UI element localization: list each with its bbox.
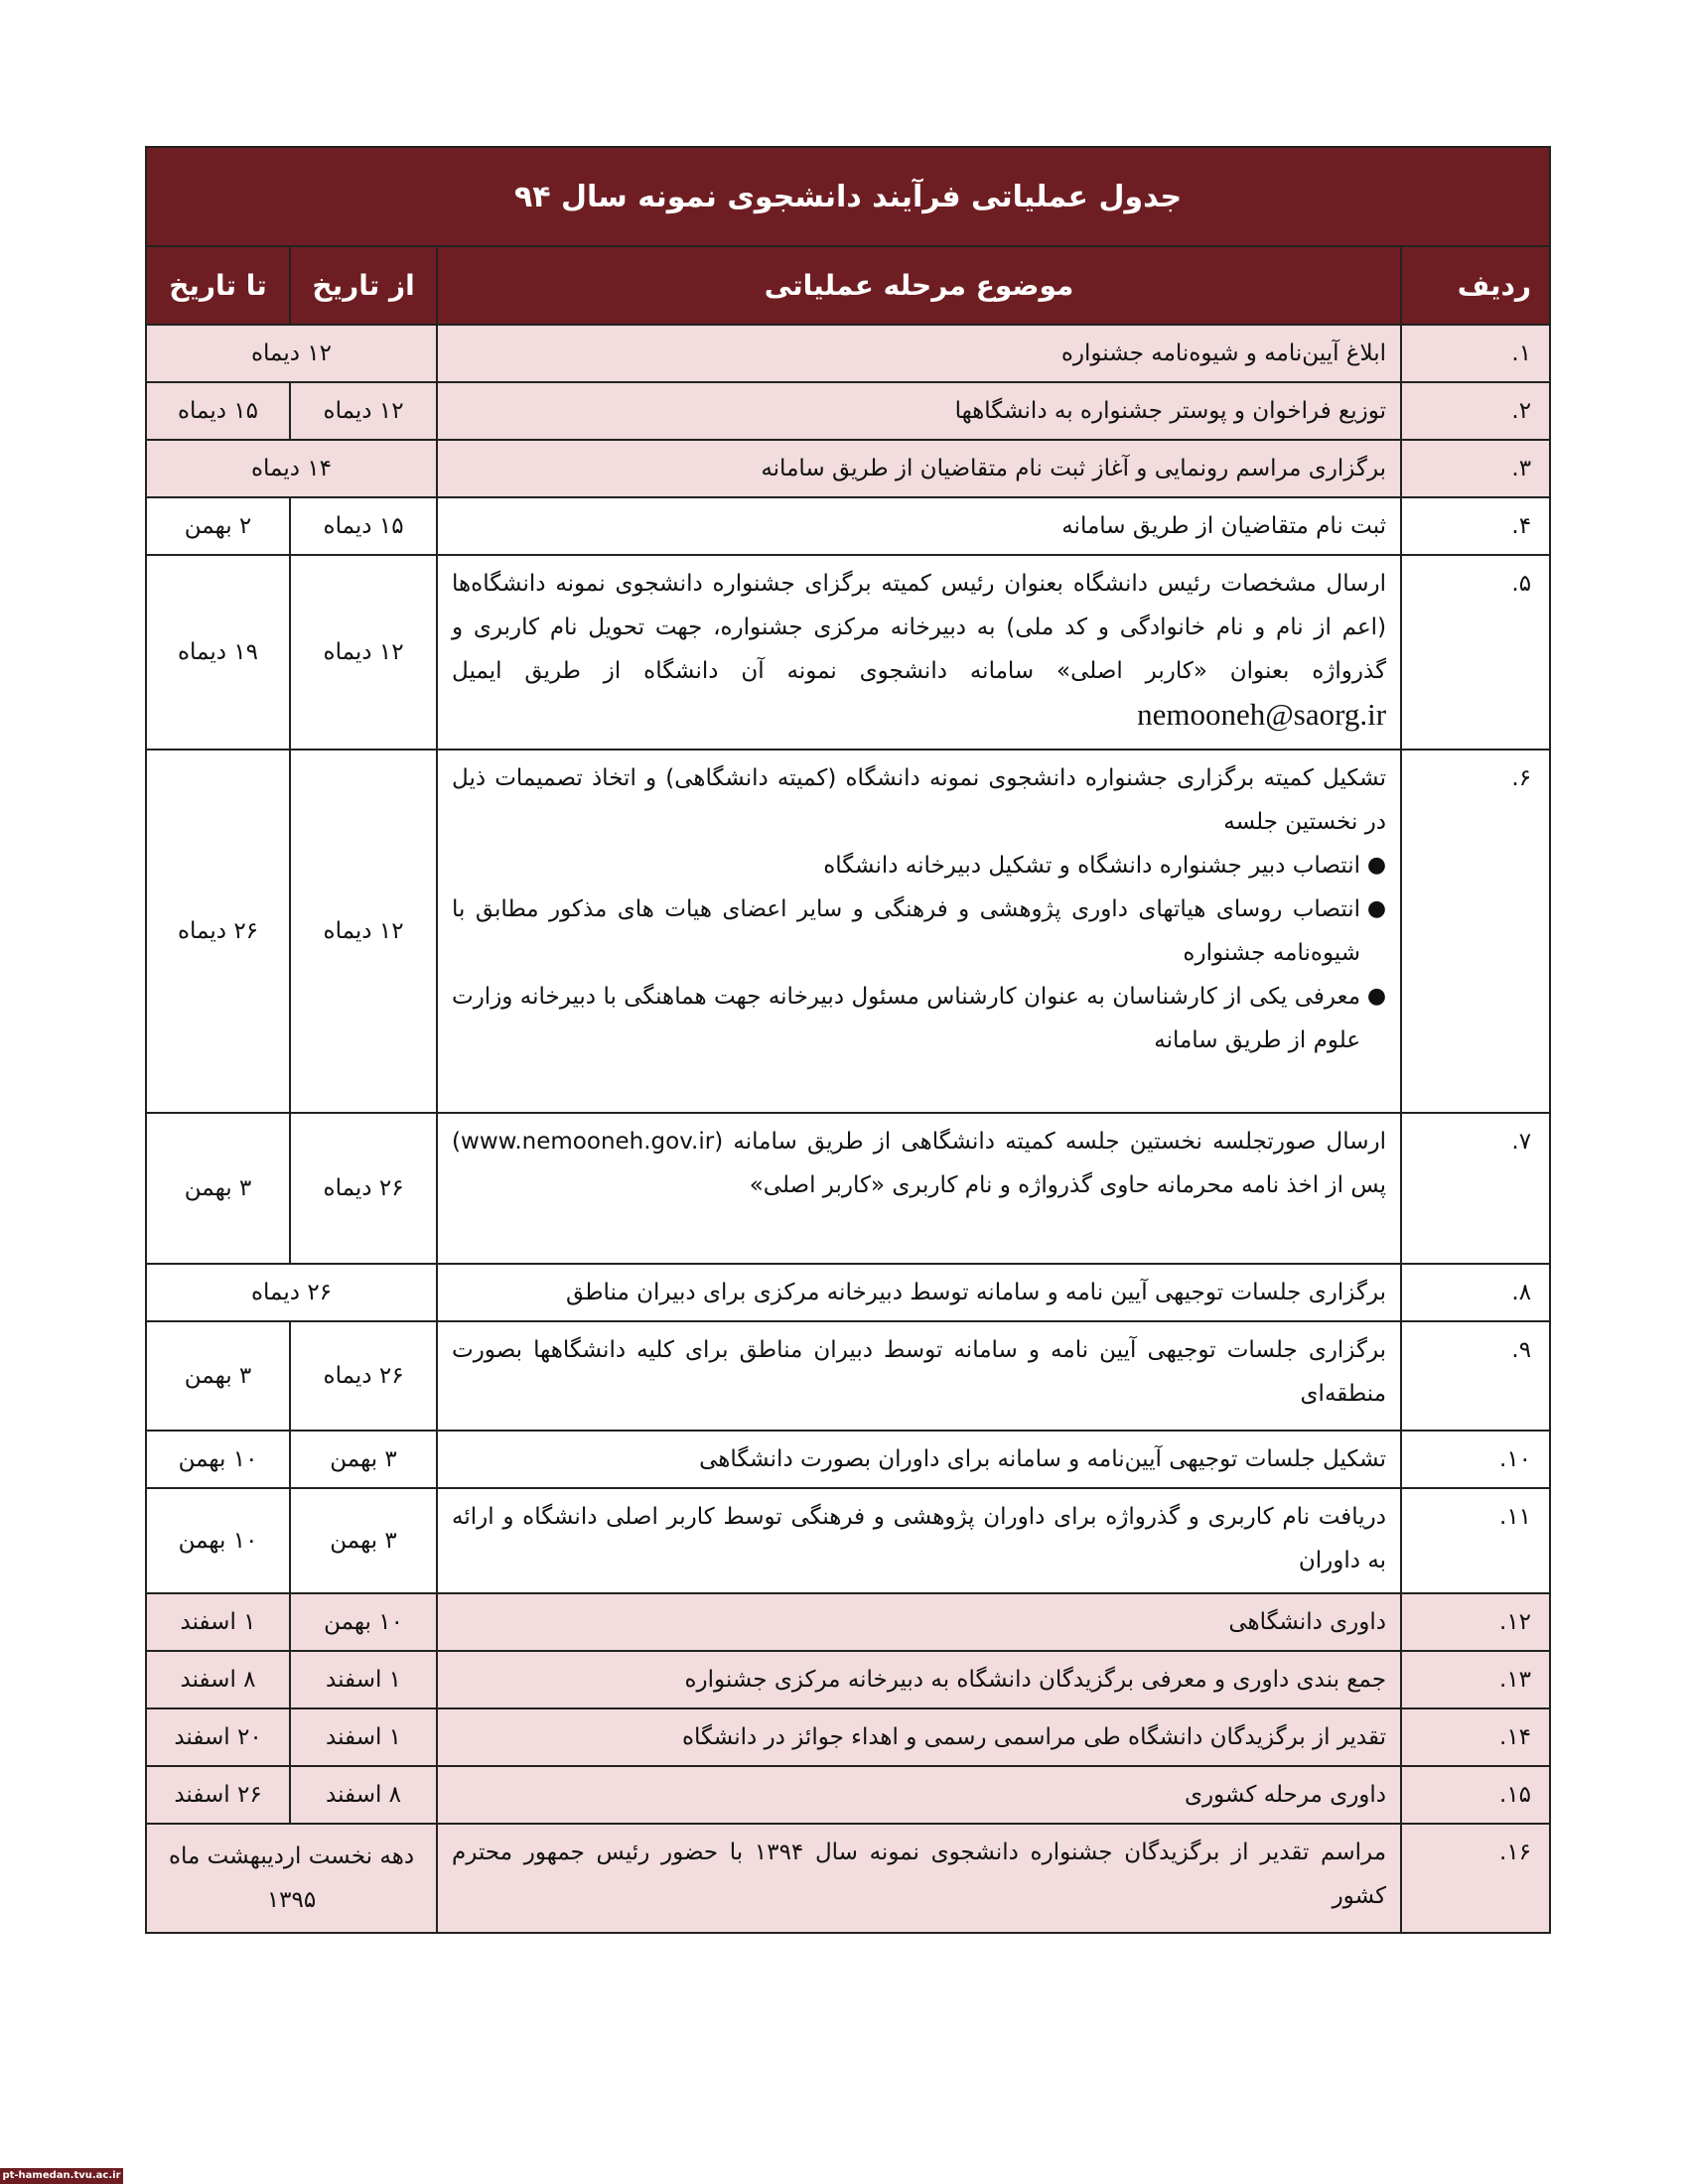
table-row <box>146 750 1550 1113</box>
footer-site-label: pt-hamedan.tvu.ac.ir <box>0 2168 123 2184</box>
row-to-date: ۱ اسفند <box>146 1593 290 1651</box>
table-row <box>146 440 1550 497</box>
table-row <box>146 325 1550 382</box>
table-row <box>146 1766 1550 1824</box>
row-index: ۱۵. <box>1401 1766 1550 1824</box>
row-topic: توزیع فراخوان و پوستر جشنواره به دانشگاهها <box>437 382 1401 440</box>
row-index: ۸. <box>1401 1264 1550 1321</box>
header-from-date: از تاریخ <box>290 246 437 325</box>
row-topic-text: تشکیل کمیته برگزاری جشنواره دانشجوی نمونه دانشگاه (کمیته دانشگاهی) و اتخاذ تصمیمات ذیل در نخستین جلسه <box>452 765 1387 835</box>
row-index: ۵. <box>1401 555 1550 750</box>
row-topic: ارسال صورتجلسه نخستین جلسه کمیته دانشگاهی از طریق سامانه (www.nemooneh.gov.ir) پس از اخذ نامه محرمانه حاوی گذرواژه و نام کاربری «کاربر اصلی» <box>437 1113 1401 1264</box>
row-from-date: ۱۲ دیماه <box>290 750 437 1113</box>
row-topic: ثبت نام متقاضیان از طریق سامانه <box>437 497 1401 555</box>
row-topic: تشکیل جلسات توجیهی آیین‌نامه و سامانه برای داوران بصورت دانشگاهی <box>437 1431 1401 1488</box>
row-topic: برگزاری جلسات توجیهی آیین نامه و سامانه توسط دبیرخانه مرکزی برای دبیران مناطق <box>437 1264 1401 1321</box>
row-index: ۱۳. <box>1401 1651 1550 1708</box>
row-index: ۱۴. <box>1401 1708 1550 1766</box>
row-from-date: ۳ بهمن <box>290 1488 437 1593</box>
table-row <box>146 1431 1550 1488</box>
table-row <box>146 1488 1550 1593</box>
table-row <box>146 555 1550 750</box>
row-from-date: ۱ اسفند <box>290 1708 437 1766</box>
header-row <box>146 246 1550 325</box>
row-date: دهه نخست اردیبهشت ماه ۱۳۹۵ <box>146 1824 437 1933</box>
row-topic: ابلاغ آیین‌نامه و شیوه‌نامه جشنواره <box>437 325 1401 382</box>
list-item-text: انتصاب روسای هیاتهای داوری پژوهشی و فرهنگی و سایر اعضای هیات های مذکور مطابق با شیوه‌نامه جشنواره <box>452 896 1361 966</box>
list-item-text: معرفی یکی از کارشناسان به عنوان کارشناس مسئول دبیرخانه جهت هماهنگی با دبیرخانه وزارت علوم از طریق سامانه <box>452 984 1361 1053</box>
table-title: جدول عملیاتی فرآیند دانشجوی نمونه سال ۹۴ <box>146 147 1550 246</box>
row-topic <box>437 750 1401 1113</box>
row-index: ۱۰. <box>1401 1431 1550 1488</box>
row-from-date: ۱۵ دیماه <box>290 497 437 555</box>
row-topic-text: ارسال مشخصات رئیس دانشگاه بعنوان رئیس کمیته برگزای جشنواره دانشجوی نمونه دانشگاه‌ها (اعم از نام و نام خانوادگی و کد ملی) به دبیرخانه مرکزی جشنواره، جهت تحویل نام کاربری و گذرواژه بعنوان «کاربر اصلی» سامانه دانشجوی نمونه آن دانشگاه از طریق ایمیل <box>452 571 1387 684</box>
row-to-date: ۱۹ دیماه <box>146 555 290 750</box>
list-item-text: انتصاب دبیر جشنواره دانشگاه و تشکیل دبیرخانه دانشگاه <box>823 853 1361 879</box>
row-date: ۱۲ دیماه <box>146 325 437 382</box>
row-to-date: ۸ اسفند <box>146 1651 290 1708</box>
list-item <box>452 887 1387 975</box>
row-from-date: ۱۲ دیماه <box>290 555 437 750</box>
bullet-icon: ● <box>1366 896 1387 921</box>
row-index: ۱. <box>1401 325 1550 382</box>
row-topic: داوری دانشگاهی <box>437 1593 1401 1651</box>
row-to-date: ۲۰ اسفند <box>146 1708 290 1766</box>
row-index: ۱۲. <box>1401 1593 1550 1651</box>
row-date: ۲۶ دیماه <box>146 1264 437 1321</box>
row-topic: دریافت نام کاربری و گذرواژه برای داوران پژوهشی و فرهنگی توسط کاربر اصلی دانشگاه و ارائه به داوران <box>437 1488 1401 1593</box>
row-to-date: ۲۶ دیماه <box>146 750 290 1113</box>
row-topic <box>437 555 1401 750</box>
row-from-date: ۱۲ دیماه <box>290 382 437 440</box>
row-index: ۱۶. <box>1401 1824 1550 1933</box>
row-to-date: ۱۰ بهمن <box>146 1431 290 1488</box>
table-row <box>146 382 1550 440</box>
row-topic: برگزاری جلسات توجیهی آیین نامه و سامانه توسط دبیران مناطق برای کلیه دانشگاهها بصورت منطقه‌ای <box>437 1321 1401 1431</box>
row-to-date: ۱۵ دیماه <box>146 382 290 440</box>
row-from-date: ۲۶ دیماه <box>290 1321 437 1431</box>
row-from-date: ۸ اسفند <box>290 1766 437 1824</box>
table-row <box>146 1321 1550 1431</box>
row-topic: داوری مرحله کشوری <box>437 1766 1401 1824</box>
table-row <box>146 497 1550 555</box>
row-index: ۱۱. <box>1401 1488 1550 1593</box>
table-row <box>146 1113 1550 1264</box>
table-row <box>146 1264 1550 1321</box>
schedule-table <box>145 146 1551 1934</box>
row-topic: تقدیر از برگزیدگان دانشگاه طی مراسمی رسمی و اهداء جوائز در دانشگاه <box>437 1708 1401 1766</box>
list-item <box>452 975 1387 1062</box>
bullet-list <box>452 844 1386 1062</box>
row-index: ۴. <box>1401 497 1550 555</box>
row-to-date: ۲ بهمن <box>146 497 290 555</box>
row-topic: مراسم تقدیر از برگزیدگان جشنواره دانشجوی نمونه سال ۱۳۹۴ با حضور رئیس جمهور محترم کشور <box>437 1824 1401 1933</box>
bullet-icon: ● <box>1366 853 1387 878</box>
email-address: nemooneh@saorg.ir <box>1137 697 1387 732</box>
row-index: ۷. <box>1401 1113 1550 1264</box>
bullet-icon: ● <box>1366 984 1387 1009</box>
header-topic: موضوع مرحله عملیاتی <box>437 246 1401 325</box>
row-from-date: ۳ بهمن <box>290 1431 437 1488</box>
row-to-date: ۱۰ بهمن <box>146 1488 290 1593</box>
row-date: ۱۴ دیماه <box>146 440 437 497</box>
table-row <box>146 1651 1550 1708</box>
row-from-date: ۱۰ بهمن <box>290 1593 437 1651</box>
row-topic: برگزاری مراسم رونمایی و آغاز ثبت نام متقاضیان از طریق سامانه <box>437 440 1401 497</box>
header-index: ردیف <box>1401 246 1550 325</box>
row-index: ۲. <box>1401 382 1550 440</box>
row-index: ۶. <box>1401 750 1550 1113</box>
list-item <box>452 844 1387 887</box>
row-index: ۳. <box>1401 440 1550 497</box>
table-row <box>146 1708 1550 1766</box>
row-topic: جمع بندی داوری و معرفی برگزیدگان دانشگاه به دبیرخانه مرکزی جشنواره <box>437 1651 1401 1708</box>
table-row <box>146 1824 1550 1933</box>
row-from-date: ۱ اسفند <box>290 1651 437 1708</box>
row-to-date: ۲۶ اسفند <box>146 1766 290 1824</box>
table-row <box>146 1593 1550 1651</box>
row-from-date: ۲۶ دیماه <box>290 1113 437 1264</box>
header-to-date: تا تاریخ <box>146 246 290 325</box>
row-index: ۹. <box>1401 1321 1550 1431</box>
row-to-date: ۳ بهمن <box>146 1321 290 1431</box>
row-to-date: ۳ بهمن <box>146 1113 290 1264</box>
